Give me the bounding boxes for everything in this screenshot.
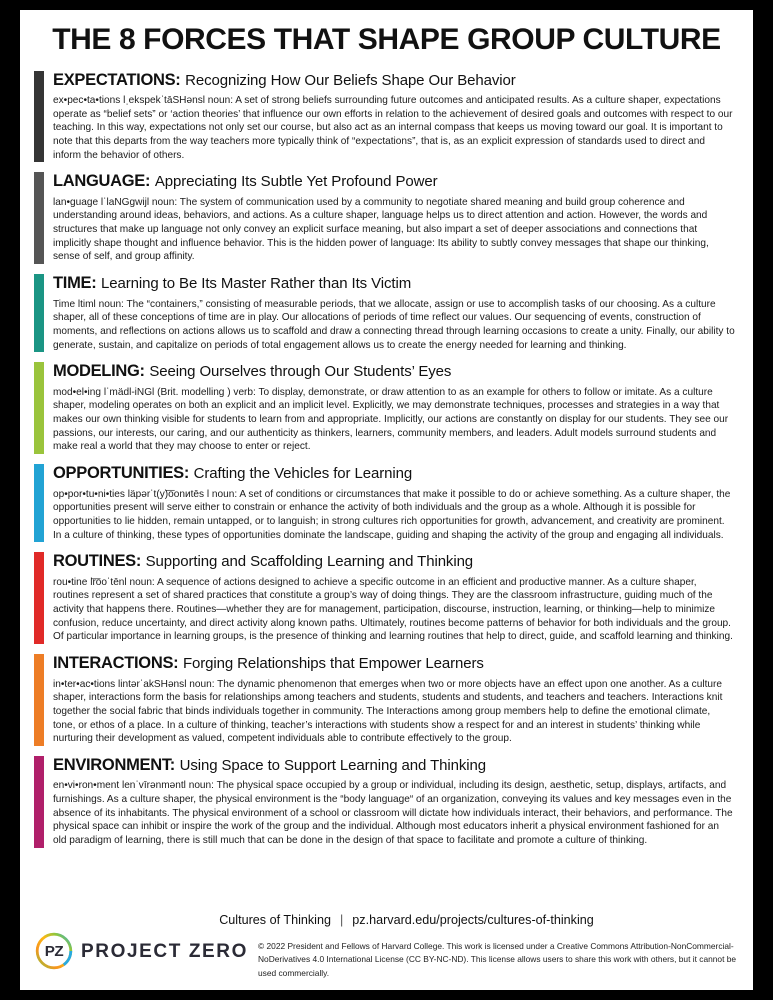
force-accent-bar — [34, 172, 44, 264]
force-accent-bar — [34, 464, 44, 542]
force-subtitle: Seeing Ourselves through Our Students’ Eyes — [149, 363, 452, 381]
force-heading — [53, 172, 739, 191]
forces-list — [20, 71, 753, 848]
force-accent-bar — [34, 756, 44, 848]
force-section — [34, 654, 739, 746]
footer-link-row — [34, 913, 739, 927]
force-body — [53, 172, 739, 264]
force-body — [53, 756, 739, 848]
force-term: INTERACTIONS: — [53, 654, 179, 673]
force-section — [34, 274, 739, 352]
force-subtitle: Recognizing How Our Beliefs Shape Our Behavior — [185, 71, 516, 89]
force-body — [53, 274, 739, 352]
force-body — [53, 552, 739, 644]
force-accent-bar — [34, 654, 44, 746]
force-body — [53, 362, 739, 454]
force-definition-text: lan•guage lˈlaNGgwijl noun: The system of communication used by a community to negotiate shared meaning and build group coherence and understanding around ideas, behaviors, and actions. As a culture shaper, language helps us to direct attention and action. However, the words and structures that make up language not only convey an explicit surface meaning, but also impart a set of deeper associations and connections that implicitly shape thought and influence behavior. This is the hidden power of language: Its ability to subtly convey messages that shape our thinking, sense of self, and group affinity. — [53, 196, 709, 263]
force-definition-text: op•por•tu•ni•ties läpərˈt(y)͞ооnиtēs l noun: A set of conditions or circumstances that make it possible to do or achieve something. As a culture shaper, the opportunities present will serve either to constrain or enhance the activity of both individuals and the group as a whole. Although it is possible for opportunities to lie hidden, remain untapped, or to languish; in strong cultures rich opportunities for growth, advancement, and creativity are prominent. In a culture of thinking, these types of opportunities dominate the landscape, guiding and shaping the activity of the group and engaging all individuals. — [53, 488, 731, 541]
footer-project-name: Cultures of Thinking — [219, 912, 331, 927]
force-term: ROUTINES: — [53, 552, 142, 571]
force-section — [34, 464, 739, 542]
force-section — [34, 71, 739, 163]
force-section — [34, 756, 739, 848]
force-subtitle: Crafting the Vehicles for Learning — [193, 465, 413, 483]
force-term: MODELING: — [53, 362, 145, 381]
page-title: THE 8 FORCES THAT SHAPE GROUP CULTURE — [52, 23, 721, 56]
force-definition-text: ex•pec•ta•tions lˌekspеkˈtāSHənsl noun: A set of strong beliefs surrounding future outcomes and anticipated results. As a culture shaper, expectations operate as “belief sets” or ‘action theories’ that influence our own efforts in relation to the achievement of desired goals and outcomes with respect to our teaching. In this way, expectations not only set our course, but also act as an internal compass that keeps us moving toward our goal. It is important to note that this departs from the way teachers more typically think of “expectations”, that is, as an explicit expression of standards used to direct and inform the behavior of others. — [53, 94, 733, 161]
force-accent-bar — [34, 71, 44, 163]
force-subtitle: Learning to Be Its Master Rather than Its Victim — [101, 275, 412, 293]
force-definition-text: rou•tine lr͞ооˈtēnl noun: A sequence of actions designed to achieve a specific outcome in an efficient and productive manner. As a culture shaper, routines represent a set of shared practices that constitute a group’s way of doing things. They are the classroom infrastructure, guiding much of the activity that happens there. Routines—whether they are for management, participation, discourse, instruction, learning, or thinking—help to minimize confusion, reduce uncertainty, and direct activity along known paths. Ultimately, routines become patterns of behavior for both individuals and the group. Of particular importance in learning groups, is the presence of thinking and learning routines that help to direct, guide, and scaffold learning and thinking. — [53, 576, 733, 643]
project-zero-wordmark: PROJECT ZERO — [81, 940, 248, 962]
copyright-text — [258, 940, 739, 980]
page-footer — [20, 913, 753, 990]
force-section — [34, 172, 739, 264]
force-accent-bar — [34, 274, 44, 352]
force-heading — [53, 71, 739, 90]
force-subtitle: Forging Relationships that Empower Learners — [182, 655, 484, 673]
force-body — [53, 71, 739, 163]
force-section — [34, 552, 739, 644]
force-accent-bar — [34, 552, 44, 644]
force-definition-text: mod•el•ing lˈmädl-iNGl (Brit. modelling ) verb: To display, demonstrate, or draw attention to as an example for others to follow or imitate. As a culture shaper, modeling operates on both an explicit and an implicit level. Explicitly, we may demonstrate techniques, processes and strategies in a way that makes our own thinking visible for students to learn from and appropriate. Implicitly, our actions are constantly on display for our students. They see our passions, our interests, our caring, and our authenticity as thinkers, learners, community members, and leaders. Adult models surround students and make real a world that they may choose to enter or reject. — [53, 386, 729, 453]
footer-url[interactable]: pz.harvard.edu/projects/cultures-of-thinking — [352, 912, 594, 927]
force-heading — [53, 552, 739, 571]
force-term: LANGUAGE: — [53, 172, 151, 191]
force-heading — [53, 274, 739, 293]
document-page — [20, 10, 753, 990]
force-definition-text: en•vi•ron•ment lenˈvīrənməntl noun: The physical space occupied by a group or individual, including its design, aesthetic, setup, displays, artifacts, and furnishings. As a culture shaper, the physical environment is the “body language“ of an organization, conveying its values and key messages even in the absence of its inhabitants. The physical environment of a school or classroom will dictate how individuals interact, their behaviors, and performance. The physical space can inhibit or inspire the work of the group and the individual. Although most educators inherit a physical environment fashioned for an old paradigm of learning, there is still much that can be done in the design of that space to facilitate and promote a culture of thinking. — [53, 780, 733, 847]
force-heading — [53, 362, 739, 381]
force-accent-bar — [34, 362, 44, 454]
force-subtitle: Using Space to Support Learning and Thinking — [179, 756, 486, 774]
force-definition-text: in•ter•ac•tions lintərˈakSHənsl noun: The dynamic phenomenon that emerges when two or more objects have an effect upon one another. As a culture shaper, interactions form the basis for relationships among teachers and students, students and students, and teachers and teachers. Interactions knit together the social fabric that binds individuals together in community. The Interactions among group members help to define the emotional climate, tone, or ethos of a place. In a culture of thinking, teacher’s interactions with students show a respect for and an interest in students’ thinking while nurturing their development as valued, competent individuals able to contribute effectively to the group. — [53, 678, 723, 745]
force-definition-text: Time ltiml noun: The “containers,” consisting of measurable periods, that we allocate, assign or use to accomplish tasks of our choosing. As a culture shaper, all of these conceptions of time are in play. Our allocations of periods of time reflect our values. Our sequencing of events, construction of moments, and reflections on actions allows us to scaffold and draw a connecting thread through learning occasions to create a unity. Finally, our ability to generate, sustain, and capitalize on periods of total engagement allows us to create the energy needed for learning and thinking. — [53, 298, 735, 351]
force-term: TIME: — [53, 274, 97, 293]
force-subtitle: Supporting and Scaffolding Learning and Thinking — [145, 553, 474, 571]
copyright-line-1: © 2022 President and Fellows of Harvard College. This work is licensed under a Creative Commons Attribution-NonCommercial- — [258, 940, 734, 951]
force-heading — [53, 464, 739, 483]
footer-separator: | — [339, 912, 344, 927]
force-term: ENVIRONMENT: — [53, 755, 175, 774]
copyright-line-2: NoDerivatives 4.0 International License (CC BY-NC-ND). This license allows users to share this work with others, but it cannot be used commercially. — [258, 954, 737, 978]
force-body — [53, 464, 739, 542]
force-term: OPPORTUNITIES: — [53, 464, 190, 483]
footer-brand-row — [34, 933, 739, 980]
force-body — [53, 654, 739, 746]
force-heading — [53, 756, 739, 775]
force-term: EXPECTATIONS: — [53, 70, 181, 89]
force-heading — [53, 654, 739, 673]
force-subtitle: Appreciating Its Subtle Yet Profound Power — [154, 173, 438, 191]
force-section — [34, 362, 739, 454]
project-zero-logo-icon — [34, 931, 74, 971]
svg-text:PZ: PZ — [44, 942, 64, 960]
